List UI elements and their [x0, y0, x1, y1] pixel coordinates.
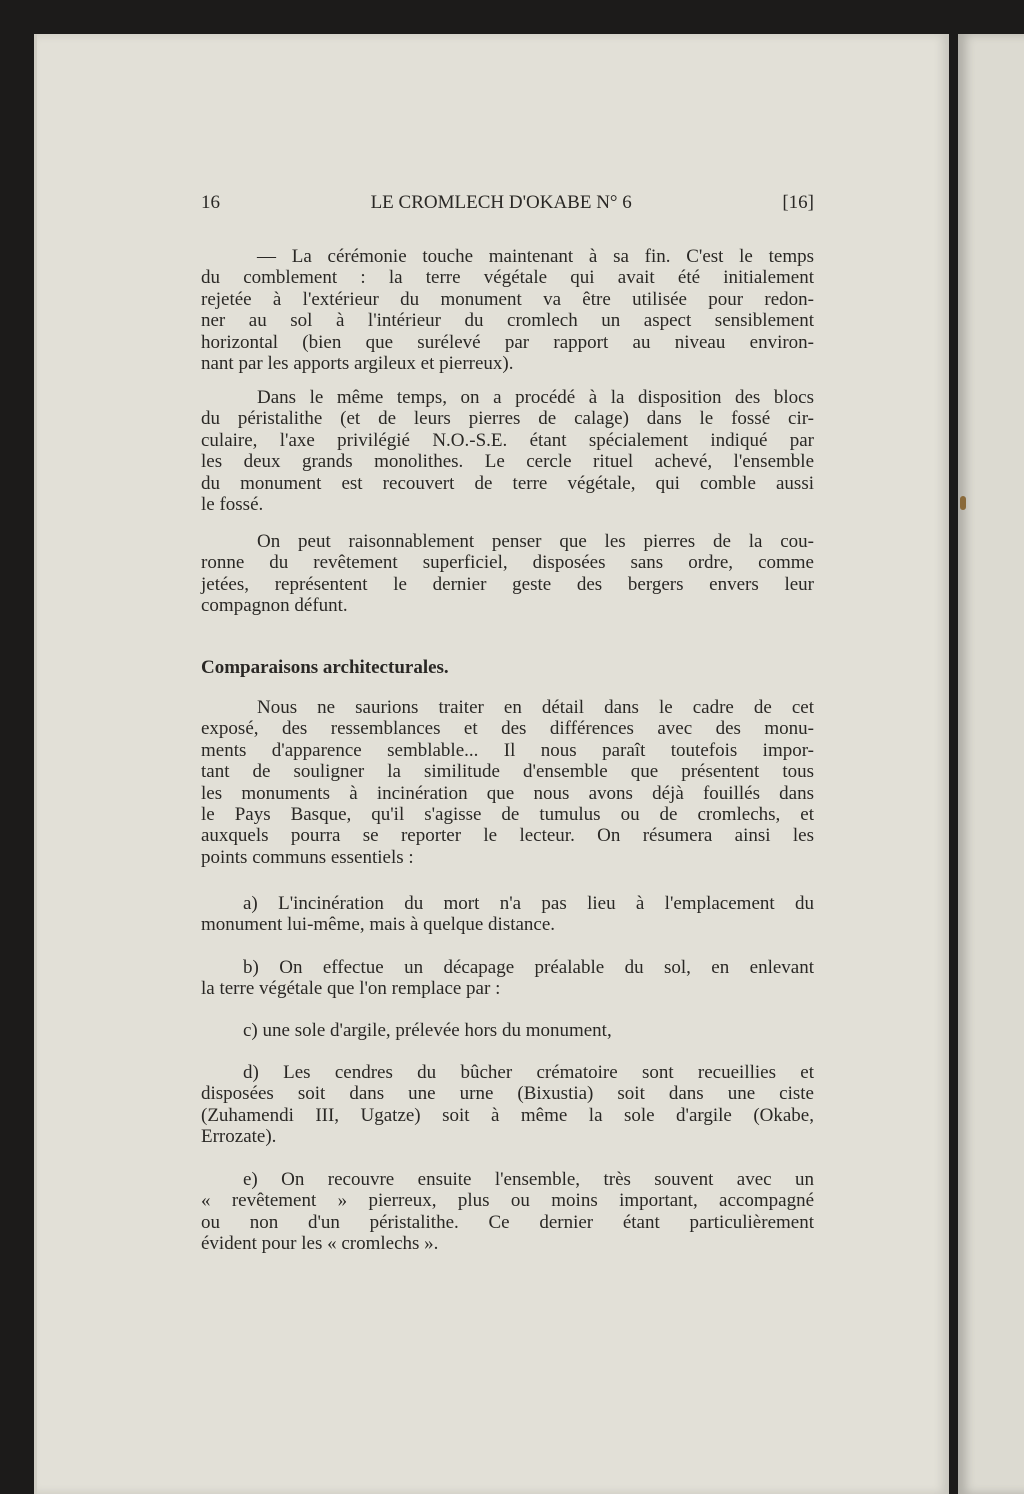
text-line: les monuments à incinération que nous avons déjà fouillés dans	[201, 782, 814, 804]
paragraph-peristalith	[201, 387, 814, 515]
list-item-b	[201, 957, 814, 1000]
list-item-a	[201, 893, 814, 936]
text-line: les deux grands monolithes. Le cercle rituel achevé, l'ensemble	[201, 451, 814, 473]
list-item-d	[201, 1062, 814, 1148]
page-number: 16	[201, 192, 220, 213]
text-line: tant de souligner la similitude d'ensemble que présentent tous	[201, 761, 814, 783]
section-heading: Comparaisons architecturales.	[201, 657, 449, 678]
text-line: Dans le même temps, on a procédé à la disposition des blocs	[257, 387, 814, 408]
text-line: e) On recouvre ensuite l'ensemble, très souvent avec un	[243, 1169, 814, 1190]
text-line: rejetée à l'extérieur du monument va être utilisée pour redon-	[201, 288, 814, 310]
text-line: b) On effectue un décapage préalable du sol, en enlevant	[243, 957, 814, 978]
text-line: ments d'apparence semblable... Il nous paraît toutefois impor-	[201, 739, 814, 761]
paragraph-ceremony-end	[201, 246, 814, 374]
text-line: compagnon défunt.	[201, 595, 348, 617]
bracket-page-number: [16]	[782, 192, 814, 213]
text-line: la terre végétale que l'on remplace par :	[201, 978, 501, 1000]
text-line: nant par les apports argileux et pierreux).	[201, 353, 514, 375]
adjacent-page-edge	[958, 34, 1024, 1494]
running-header	[201, 192, 814, 214]
text-line: monument lui-même, mais à quelque distance.	[201, 914, 556, 936]
text-line: ronne du revêtement superficiel, disposées sans ordre, comme	[201, 552, 814, 574]
text-line: horizontal (bien que surélevé par rapport au niveau environ-	[201, 331, 814, 353]
text-line: jetées, représentent le dernier geste des bergers envers leur	[201, 573, 814, 595]
text-line: ou non d'un péristalithe. Ce dernier étant particulièrement	[201, 1211, 814, 1233]
text-line: Nous ne saurions traiter en détail dans le cadre de cet	[257, 697, 814, 718]
text-line: le Pays Basque, qu'il s'agisse de tumulus ou de cromlechs, et	[201, 804, 814, 826]
text-line: du monument est recouvert de terre végétale, qui comble aussi	[201, 472, 814, 494]
running-title: LE CROMLECH D'OKABE N° 6	[370, 192, 632, 213]
text-line: On peut raisonnablement penser que les pierres de la cou-	[257, 531, 814, 552]
text-line: Errozate).	[201, 1126, 277, 1148]
text-line: — La cérémonie touche maintenant à sa fin. C'est le temps	[257, 246, 814, 267]
list-item-e	[201, 1169, 814, 1255]
text-line: exposé, des ressemblances et des différences avec des monu-	[201, 718, 814, 740]
text-line: points communs essentiels :	[201, 846, 414, 868]
text-line: a) L'incinération du mort n'a pas lieu à l'emplacement du	[243, 893, 814, 914]
text-line: du comblement : la terre végétale qui avait été initialement	[201, 267, 814, 289]
paper-stain	[960, 496, 966, 510]
text-line: le fossé.	[201, 494, 264, 516]
text-line: d) Les cendres du bûcher crématoire sont recueillies et	[243, 1062, 814, 1083]
paragraph-crown-stones	[201, 531, 814, 617]
text-line: culaire, l'axe privilégié N.O.-S.E. étant spécialement indiqué par	[201, 429, 814, 451]
paragraph-comparisons-intro	[201, 697, 814, 868]
text-line: « revêtement » pierreux, plus ou moins important, accompagné	[201, 1190, 814, 1212]
text-line: disposées soit dans une urne (Bixustia) soit dans une ciste	[201, 1083, 814, 1105]
text-line: c) une sole d'argile, prélevée hors du monument,	[243, 1020, 612, 1041]
text-line: auxquels pourra se reporter le lecteur. On résumera ainsi les	[201, 825, 814, 847]
text-line: du péristalithe (et de leurs pierres de calage) dans le fossé cir-	[201, 408, 814, 430]
list-item-c	[201, 1020, 814, 1041]
text-line: évident pour les « cromlechs ».	[201, 1233, 439, 1255]
text-line: (Zuhamendi III, Ugatze) soit à même la sole d'argile (Okabe,	[201, 1104, 814, 1126]
text-line: ner au sol à l'intérieur du cromlech un aspect sensiblement	[201, 310, 814, 332]
